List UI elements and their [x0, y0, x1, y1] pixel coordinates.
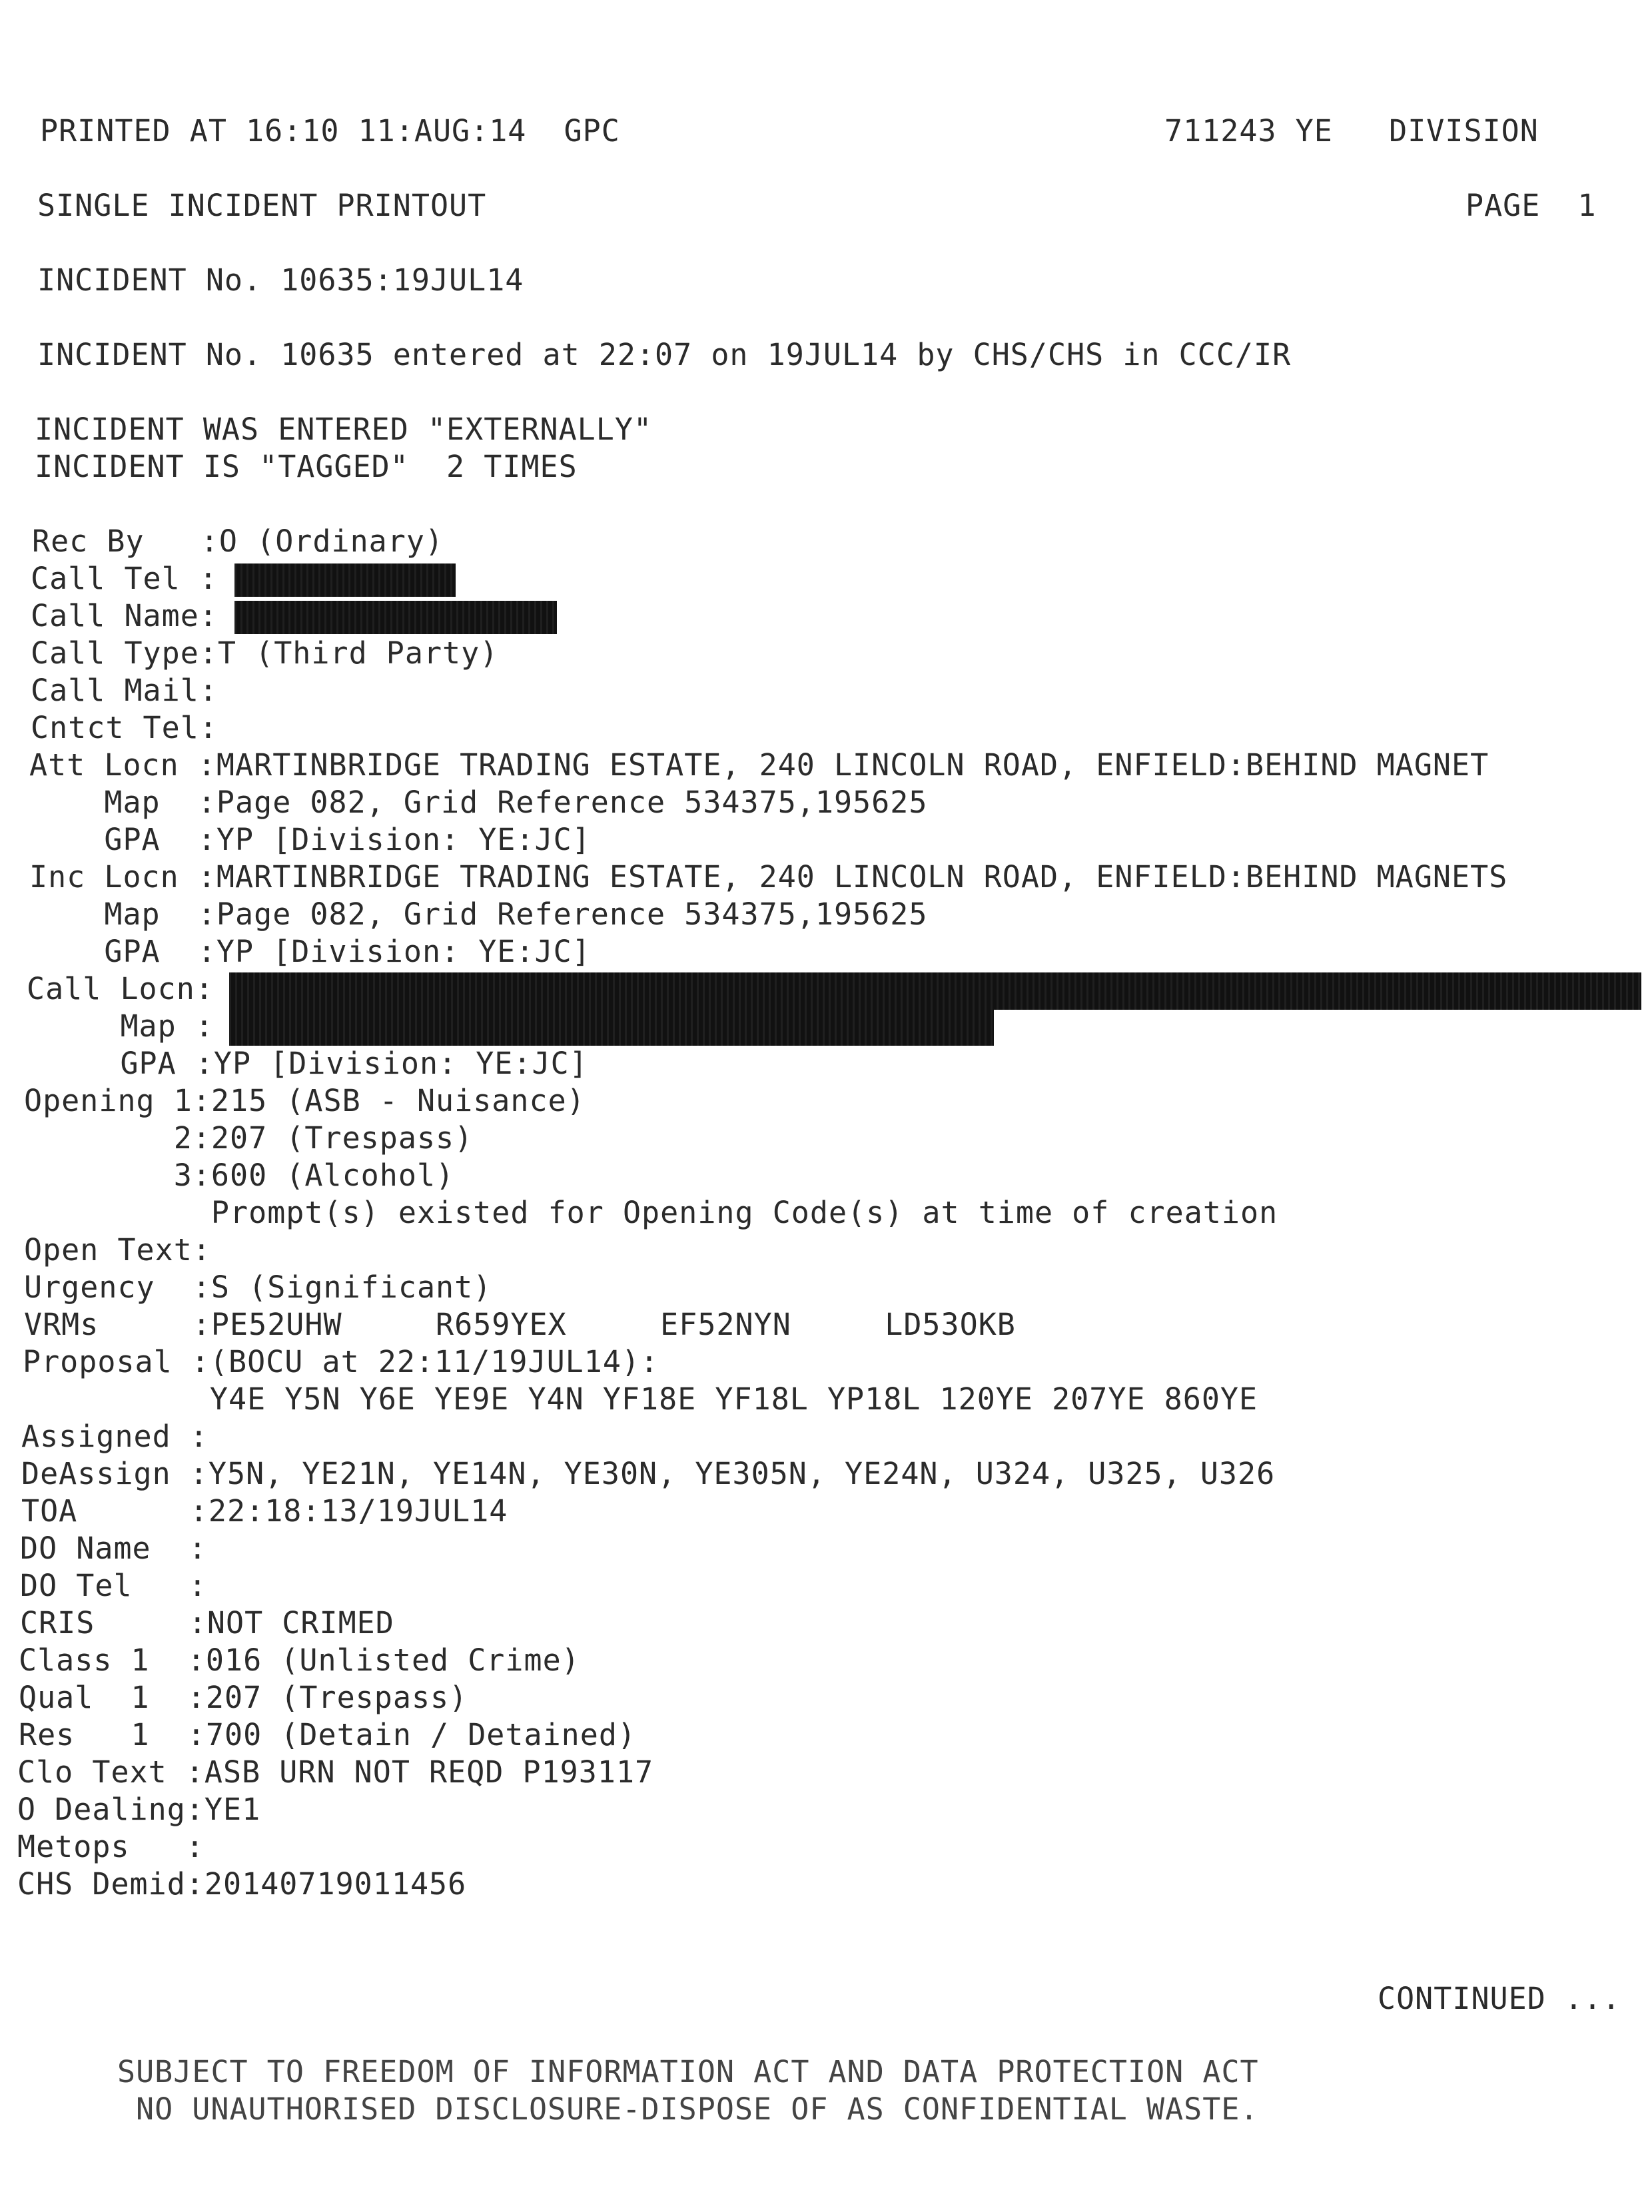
proposal-units: Y4E Y5N Y6E YE9E Y4N YF18E YF18L YP18L 120YE 207YE 860YE — [23, 1381, 1258, 1417]
printed-at-line: PRINTED AT 16:10 11:AUG:14 GPC — [40, 113, 620, 149]
res-1-field: Res 1 :700 (Detain / Detained) — [19, 1717, 637, 1752]
call-gpa-field: GPA :YP [Division: YE:JC] — [27, 1046, 588, 1081]
inc-gpa-field: GPA :YP [Division: YE:JC] — [29, 934, 591, 969]
o-dealing-field: O Dealing:YE1 — [17, 1792, 261, 1827]
call-tel-field: Call Tel : — [31, 561, 218, 596]
opening-prompt-note: Prompt(s) existed for Opening Code(s) at time of creation — [24, 1195, 1278, 1230]
clo-text-field: Clo Text :ASB URN NOT REQD P193117 — [17, 1754, 654, 1790]
assigned-field: Assigned : — [21, 1419, 208, 1454]
opening-code-1: Opening 1:215 (ASB - Nuisance) — [24, 1083, 586, 1118]
metops-field: Metops : — [17, 1829, 205, 1864]
vrms-field: VRMs :PE52UHW R659YEX EF52NYN LD53OKB — [24, 1307, 1016, 1342]
call-name-redaction — [234, 601, 557, 634]
call-map-field: Map : — [27, 1008, 214, 1044]
class-1-field: Class 1 :016 (Unlisted Crime) — [19, 1643, 580, 1678]
footer-disclosure-notice: NO UNAUTHORISED DISCLOSURE-DISPOSE OF AS CONFIDENTIAL WASTE. — [136, 2091, 1259, 2127]
att-map-field: Map :Page 082, Grid Reference 534375,195625 — [29, 785, 928, 820]
inc-locn-field: Inc Locn :MARTINBRIDGE TRADING ESTATE, 240 LINCOLN ROAD, ENFIELD:BEHIND MAGNETS — [29, 859, 1508, 895]
chs-demid-field: CHS Demid:20140719011456 — [17, 1866, 467, 1902]
do-tel-field: DO Tel : — [20, 1568, 207, 1603]
urgency-field: Urgency :S (Significant) — [24, 1270, 492, 1305]
document-title: SINGLE INCIDENT PRINTOUT — [37, 188, 487, 223]
qual-1-field: Qual 1 :207 (Trespass) — [19, 1680, 468, 1715]
call-tel-redaction — [234, 563, 456, 597]
deassign-field: DeAssign :Y5N, YE21N, YE14N, YE30N, YE305N, YE24N, U324, U325, U326 — [21, 1456, 1276, 1491]
cntct-tel-field: Cntct Tel: — [31, 710, 218, 745]
att-gpa-field: GPA :YP [Division: YE:JC] — [29, 822, 591, 857]
incident-entered-line: INCIDENT No. 10635 entered at 22:07 on 19JUL14 by CHS/CHS in CCC/IR — [37, 337, 1292, 372]
open-text-field: Open Text: — [24, 1232, 211, 1268]
toa-field: TOA :22:18:13/19JUL14 — [21, 1493, 508, 1529]
opening-code-3: 3:600 (Alcohol) — [24, 1158, 455, 1193]
cris-field: CRIS :NOT CRIMED — [20, 1605, 394, 1641]
rec-by-field: Rec By :O (Ordinary) — [32, 524, 444, 559]
opening-code-2: 2:207 (Trespass) — [24, 1120, 474, 1156]
call-mail-field: Call Mail: — [31, 673, 218, 708]
incident-externally-line: INCIDENT WAS ENTERED "EXTERNALLY" — [35, 412, 653, 447]
call-map-redaction — [229, 1010, 994, 1046]
inc-map-field: Map :Page 082, Grid Reference 534375,195625 — [29, 897, 928, 932]
call-name-field: Call Name: — [31, 598, 218, 633]
continued-label: CONTINUED ... — [1378, 1981, 1621, 2016]
call-type-field: Call Type:T (Third Party) — [31, 635, 499, 671]
proposal-field: Proposal :(BOCU at 22:11/19JUL14): — [23, 1344, 659, 1379]
att-locn-field: Att Locn :MARTINBRIDGE TRADING ESTATE, 240 LINCOLN ROAD, ENFIELD:BEHIND MAGNET — [29, 747, 1489, 783]
footer-foi-notice: SUBJECT TO FREEDOM OF INFORMATION ACT AND DATA PROTECTION ACT — [117, 2054, 1259, 2089]
call-locn-field: Call Locn: — [27, 971, 214, 1006]
incident-number-line: INCIDENT No. 10635:19JUL14 — [37, 262, 524, 298]
division-line: 711243 YE DIVISION — [1164, 113, 1539, 149]
call-locn-redaction — [229, 972, 1641, 1010]
do-name-field: DO Name : — [20, 1531, 207, 1566]
incident-tagged-line: INCIDENT IS "TAGGED" 2 TIMES — [35, 449, 578, 484]
page-number: PAGE 1 — [1465, 188, 1597, 223]
